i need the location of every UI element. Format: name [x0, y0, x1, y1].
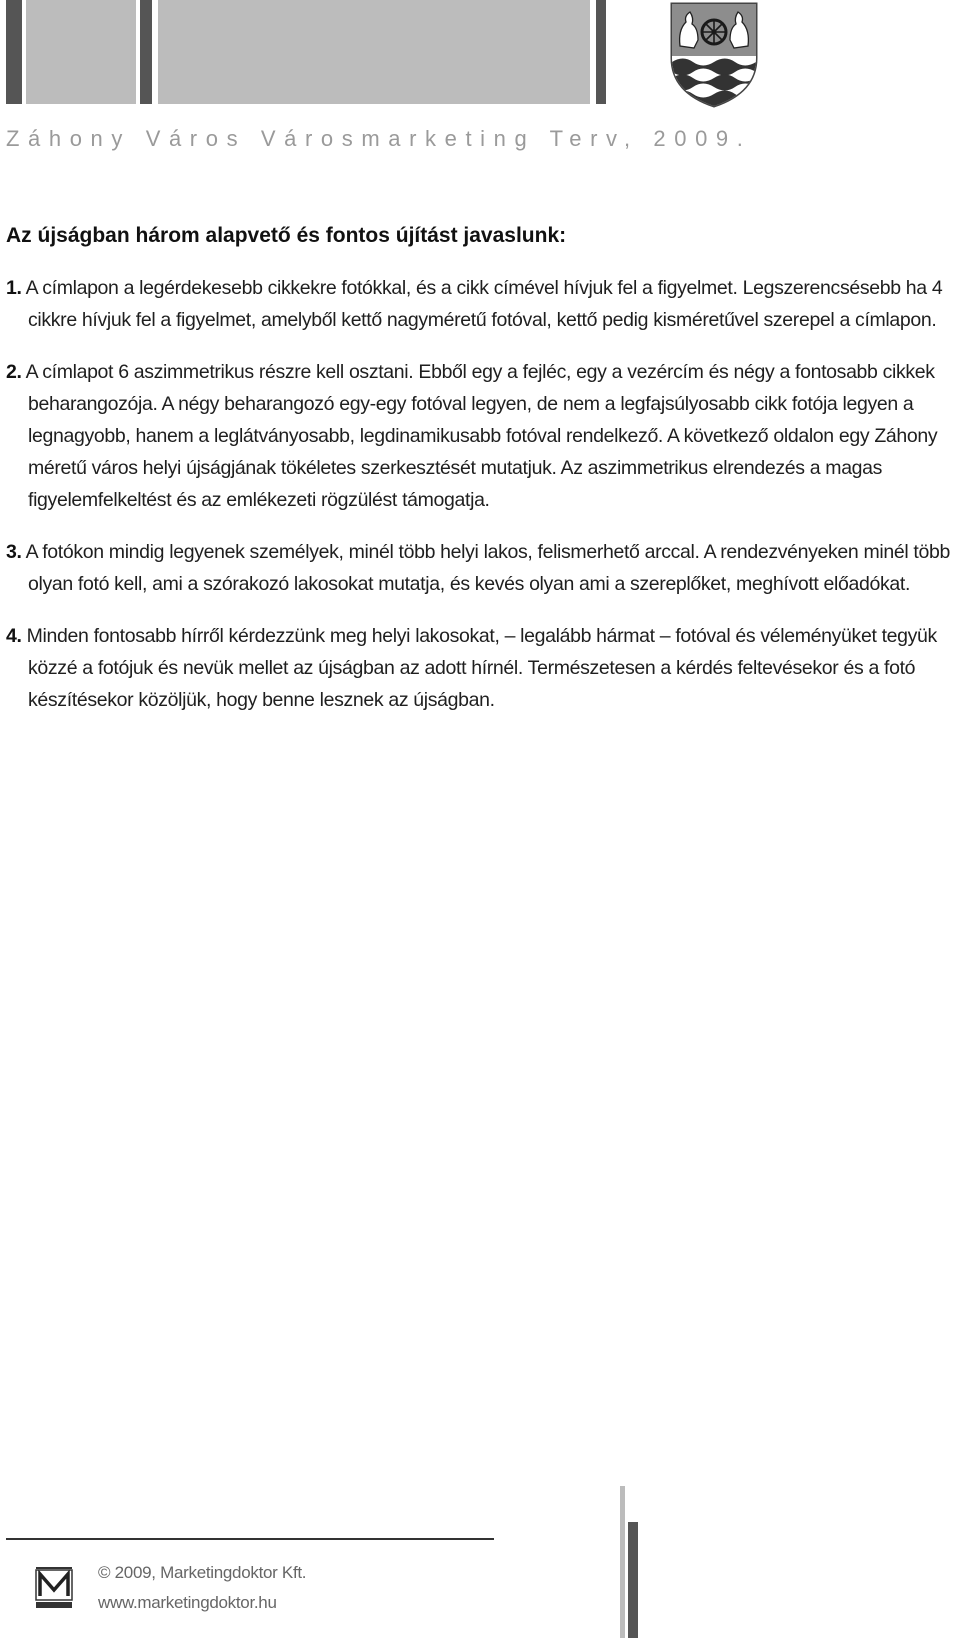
header-bar	[26, 0, 136, 104]
header-bar	[140, 0, 152, 104]
list-item-text: A fotókon mindig legyenek személyek, minél több helyi lakos, felismerhető arccal. A rendezvényeken minél több olyan fotó kell, ami a szórakozó lakosokat mutatja, és kevés olyan ami a szereplőket, meghívott előadókat.	[25, 541, 950, 595]
list-item-number: 3.	[6, 541, 22, 563]
list-item	[6, 620, 956, 716]
header-decorative-bars	[0, 0, 640, 106]
list-item-number: 1.	[6, 277, 22, 299]
header-bar	[158, 0, 590, 104]
coat-of-arms-icon	[668, 0, 760, 110]
copyright-text: © 2009, Marketingdoktor Kft.	[98, 1563, 307, 1582]
list-item	[6, 272, 956, 336]
list-item-text: A címlapon a legérdekesebb cikkekre fotókkal, és a cikk címével hívjuk fel a figyelmet. Legszerencsésebb ha 4 cikkre hívjuk fel a figyelmet, amelyből kettő nagyméretű fotóval, kettő pedig kisméretűvel szerepel a címlapon.	[25, 277, 943, 331]
header-bar	[6, 0, 22, 104]
footer-decorative-bars	[620, 1486, 640, 1638]
document-title: Záhony Város Városmarketing Terv, 2009.	[6, 126, 752, 151]
website-link[interactable]: www.marketingdoktor.hu	[98, 1593, 277, 1612]
footer-divider	[6, 1538, 494, 1540]
footer-bar	[628, 1522, 638, 1638]
list-item-number: 4.	[6, 625, 22, 647]
list-item-text: Minden fontosabb hírről kérdezzünk meg helyi lakosokat, – legalább hármat – fotóval és véleményüket tegyük közzé a fotójuk és nevük mellet az újságban az adott hírnél. Természetesen a kérdés feltevésekor és a fotó készítésekor közöljük, hogy benne lesznek az újságban.	[26, 625, 937, 711]
list-item-number: 2.	[6, 361, 22, 383]
main-content	[6, 224, 956, 736]
header-bar	[596, 0, 606, 104]
list-item-text: A címlapot 6 aszimmetrikus részre kell osztani. Ebből egy a fejléc, egy a vezércím és négy a fontosabb cikkek beharangozója. A négy beharangozó egy-egy fotóval legyen, de nem a legfajsúlyosabb cikk fotója legyen a legnagyobb, hanem a leglátványosabb, legdinamikusabb fotóval rendelkező. A következő oldalon egy Záhony méretű város helyi újságjának tökéletes szerkesztését mutatjuk. Az aszimmetrikus elrendezés a magas figyelemfelkeltést és az emlékezeti rögzülést támogatja.	[25, 361, 938, 511]
list-item	[6, 536, 956, 600]
list-item	[6, 356, 956, 516]
footer-text	[98, 1558, 306, 1618]
footer-bar	[620, 1486, 625, 1638]
section-heading: Az újságban három alapvető és fontos újítást javaslunk:	[6, 224, 567, 247]
marketingdoktor-logo-icon	[34, 1560, 74, 1610]
